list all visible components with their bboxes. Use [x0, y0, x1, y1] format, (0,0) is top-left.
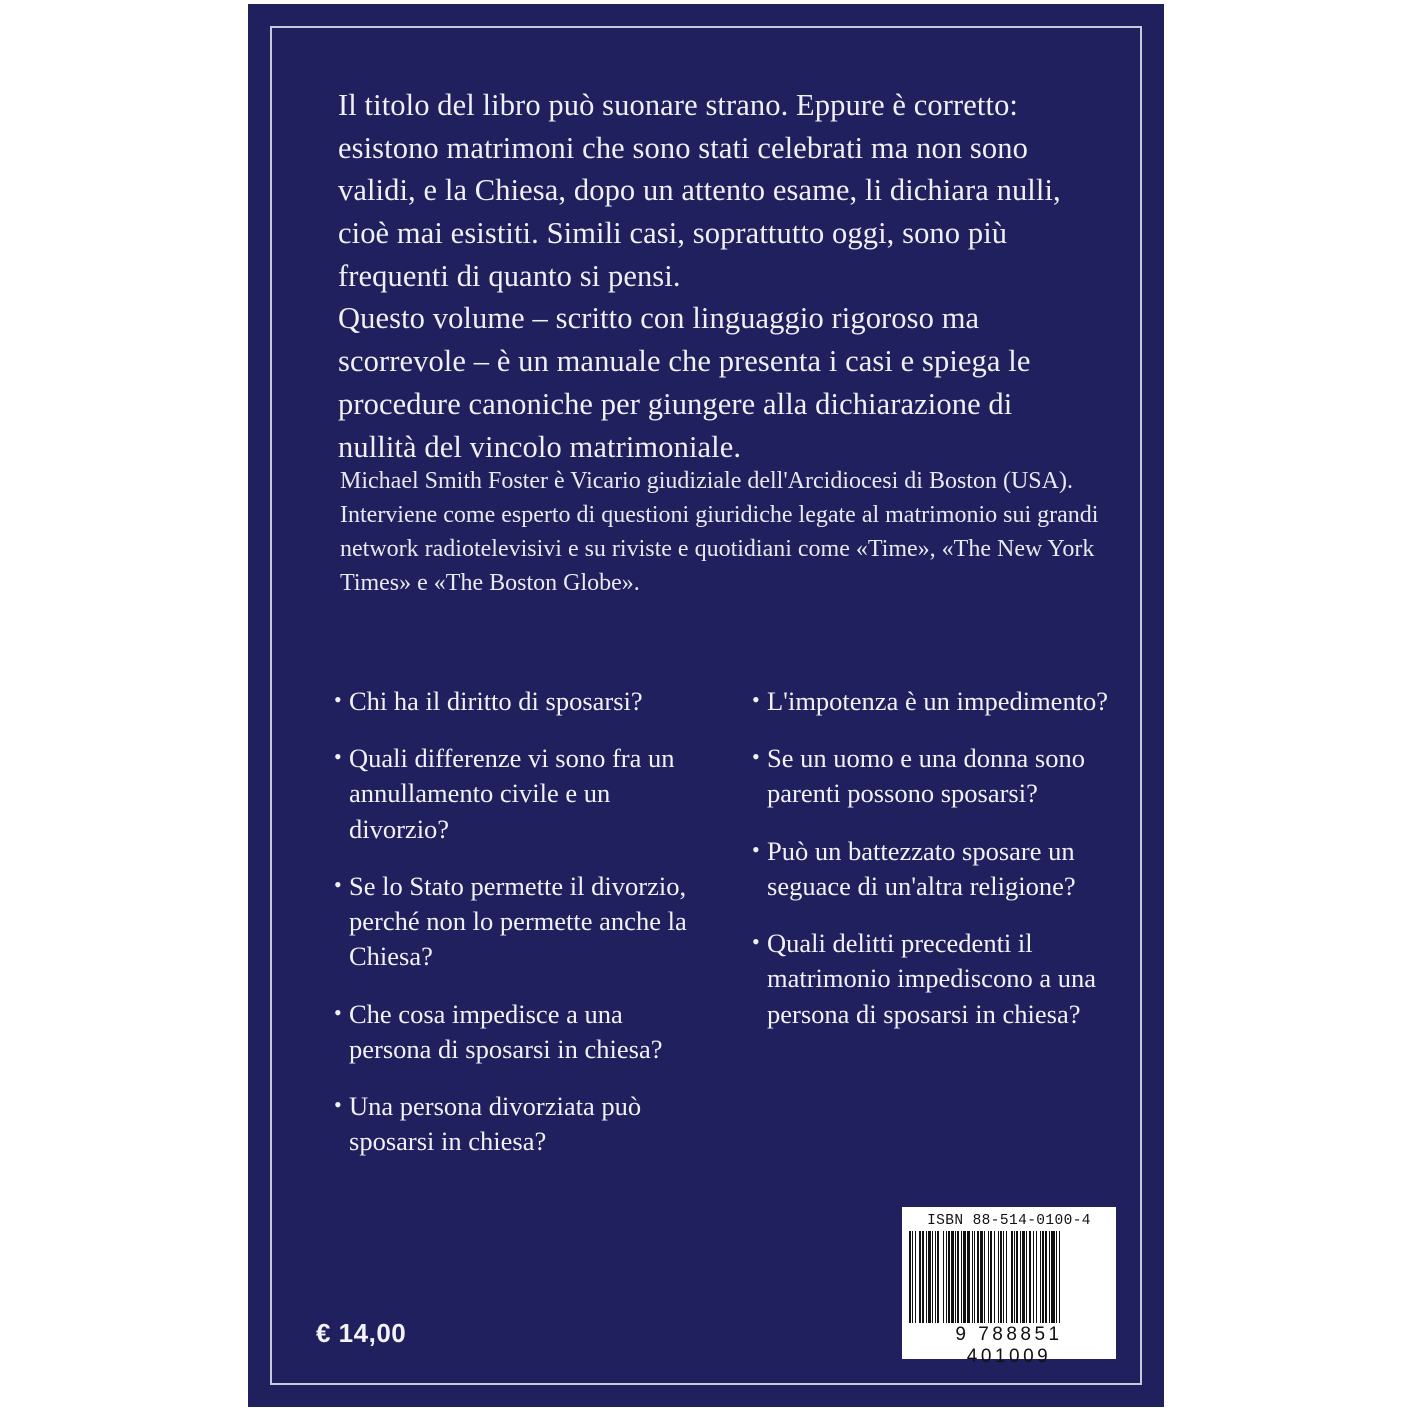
author-biography-text: Michael Smith Foster è Vicario giudiziale dell'Arcidiocesi di Boston (USA). Interviene come esperto di questioni giuridiche legate al matrimonio sui grandi network radiotelevisivi e su riviste e quotidiani come «Time», «The New York Times» e «The Boston Globe». — [340, 468, 1099, 597]
questions-list — [334, 684, 1124, 1182]
list-item — [334, 869, 704, 975]
blurb-text — [338, 84, 1098, 468]
questions-column-left — [334, 684, 704, 1182]
isbn-label: ISBN 88-514-0100-4 — [927, 1213, 1091, 1229]
barcode-bars — [909, 1231, 1109, 1323]
questions-column-right — [752, 684, 1122, 1182]
author-biography — [340, 464, 1110, 600]
bullet-icon: • — [334, 744, 342, 770]
list-item — [334, 997, 704, 1067]
question-text: Chi ha il diritto di sposarsi? — [349, 686, 643, 716]
list-item — [752, 741, 1122, 811]
question-text: Che cosa impedisce a una persona di sposarsi in chiesa? — [349, 998, 663, 1064]
price-label: € 14,00 — [316, 1318, 407, 1348]
barcode-digits: 9 788851 401009 — [955, 1324, 1063, 1367]
bullet-icon: • — [752, 744, 760, 770]
bullet-icon: • — [334, 999, 342, 1025]
list-item — [334, 741, 704, 847]
bullet-icon: • — [334, 871, 342, 897]
list-item — [752, 926, 1122, 1032]
question-text: Quali differenze vi sono fra un annullamento civile e un divorzio? — [349, 743, 675, 844]
question-text: Se un uomo e una donna sono parenti possono sposarsi? — [767, 743, 1085, 809]
question-text: Una persona divorziata può sposarsi in chiesa? — [349, 1091, 642, 1157]
bullet-icon: • — [752, 836, 760, 862]
bullet-icon: • — [752, 687, 760, 712]
list-item — [334, 684, 704, 719]
bullet-icon: • — [334, 1092, 342, 1118]
question-text: Può un battezzato sposare un seguace di un'altra religione? — [767, 835, 1076, 901]
barcode — [902, 1207, 1116, 1367]
bullet-icon: • — [334, 687, 342, 712]
question-text: L'impotenza è un impedimento? — [767, 686, 1109, 716]
blurb-paragraph-1: Il titolo del libro può suonare strano. Eppure è corretto: esistono matrimoni che sono stati celebrati ma non sono validi, e la Chiesa, dopo un attento esame, li dichiara nulli, cioè mai esistiti. Simili casi, soprattutto oggi, sono più frequenti di quanto si pensi. — [338, 88, 1061, 293]
list-item — [752, 834, 1122, 904]
list-item — [334, 1089, 704, 1159]
book-cover — [248, 4, 1164, 1407]
question-text: Quali delitti precedenti il matrimonio impediscono a una persona di sposarsi in chiesa? — [767, 928, 1096, 1029]
blurb-paragraph-2: Questo volume – scritto con linguaggio rigoroso ma scorrevole – è un manuale che presenta i casi e spiega le procedure canoniche per giungere alla dichiarazione di nullità del vincolo matrimoniale. — [338, 301, 1031, 464]
question-text: Se lo Stato permette il divorzio, perché non lo permette anche la Chiesa? — [349, 870, 687, 972]
list-item — [752, 684, 1122, 719]
bullet-icon: • — [752, 929, 760, 955]
